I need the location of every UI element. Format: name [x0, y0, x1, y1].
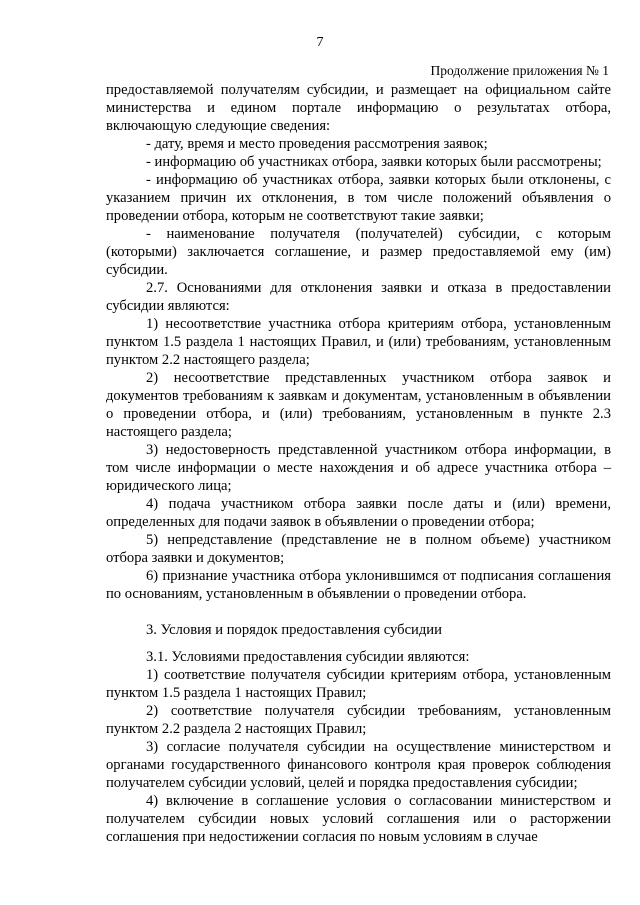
- page-number: 7: [316, 35, 324, 50]
- list-item: 4) включение в соглашение условия о согласовании министерством и получателем субсидии новых условий соглашения или о расторжении соглашения при недостижении согласия по новым условиям в случае: [106, 793, 611, 845]
- list-item: 5) непредставление (представление не в полном объеме) участником отбора заявки и документов;: [106, 532, 611, 566]
- list-item: 4) подача участником отбора заявки после даты и (или) времени, определенных для подачи заявок в объявлении о проведении отбора;: [106, 496, 611, 530]
- list-item: - информацию об участниках отбора, заявки которых были рассмотрены;: [146, 154, 602, 170]
- list-item: 3) согласие получателя субсидии на осуществление министерством и органами государственного финансового контроля края проверок соблюдения получателем субсидии условий, целей и порядка предоставления субсидии;: [106, 739, 611, 791]
- list-item: 1) соответствие получателя субсидии критериям отбора, установленным пунктом 1.5 раздела 1 настоящих Правил;: [106, 667, 611, 701]
- section-heading: 3. Условия и порядок предоставления субсидии: [146, 622, 442, 638]
- continuation-label: Продолжение приложения № 1: [430, 63, 609, 78]
- list-item: - наименование получателя (получателей) субсидии, с которым (которыми) заключается соглашение, и размер предоставляемой ему (им) субсидии.: [106, 226, 611, 278]
- list-item: 2) несоответствие представленных участником отбора заявок и документов требованиям к заявкам и документам, установленным в объявлении о проведении отбора, и (или) требованиям, установленным в пункте 2.3 настоящего раздела;: [106, 370, 611, 440]
- document-body: [106, 81, 611, 846]
- list-item: 6) признание участника отбора уклонившимся от подписания соглашения по основаниям, установленным в объявлении о проведении отбора.: [106, 568, 611, 602]
- list-item: - информацию об участниках отбора, заявки которых были отклонены, с указанием причин их отклонения, в том числе положений объявления о проведении отбора, которым не соответствуют такие заявки;: [106, 172, 611, 224]
- paragraph: предоставляемой получателям субсидии, и размещает на официальном сайте министерства и едином портале информацию о результатах отбора, включающую следующие сведения:: [106, 82, 611, 134]
- list-item: - дату, время и место проведения рассмотрения заявок;: [146, 136, 488, 152]
- list-item: 3) недостоверность представленной участником отбора информации, в том числе информации о месте нахождения и об адресе участника отбора – юридического лица;: [106, 442, 611, 494]
- list-item: 2) соответствие получателя субсидии требованиям, установленным пунктом 2.2 раздела 2 настоящих Правил;: [106, 703, 611, 737]
- clause-2-7: 2.7. Основаниями для отклонения заявки и отказа в предоставлении субсидии являются:: [106, 280, 611, 314]
- list-item: 1) несоответствие участника отбора критериям отбора, установленным пунктом 1.5 раздела 1 настоящих Правил, и (или) требованиям, установленным пунктом 2.2 настоящего раздела;: [106, 316, 611, 368]
- clause-3-1: 3.1. Условиями предоставления субсидии являются:: [146, 649, 470, 665]
